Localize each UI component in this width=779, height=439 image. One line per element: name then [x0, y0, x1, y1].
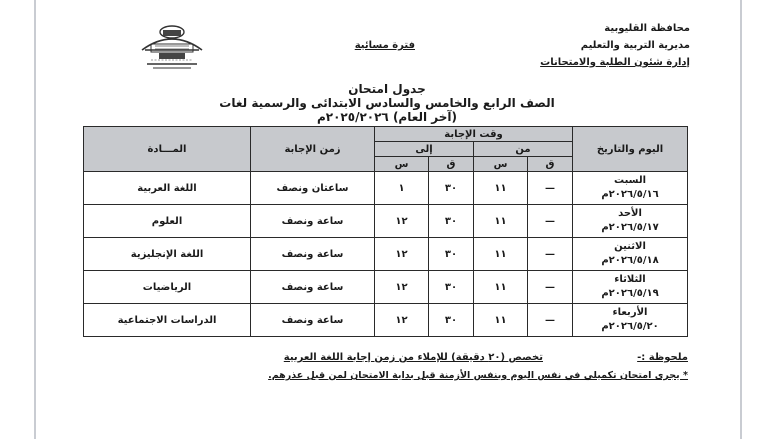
note-label: [637, 352, 688, 363]
ministry-seal-icon: [137, 20, 207, 72]
day-date-cell: [573, 172, 688, 205]
table-row: [84, 271, 688, 304]
header-from: من: [474, 142, 573, 157]
day-name: السبت: [613, 175, 647, 186]
subject-cell: اللغة الإنجليزية: [84, 238, 251, 271]
header-authority: [470, 20, 690, 71]
to-hour-cell: ١٢: [375, 238, 429, 271]
to-hour-cell: ١: [375, 172, 429, 205]
from-hour-cell: ١١: [474, 172, 528, 205]
exam-schedule-table: [83, 126, 688, 337]
title-line-2: الصف الرابع والخامس والسادس الابتدائى والرسمية لغات: [219, 96, 555, 110]
header-from-hour: س: [474, 157, 528, 172]
governorate-label: محافظة القليوبية: [604, 23, 690, 34]
exam-date: ٢٠٢٦/٥/١٦م: [601, 189, 659, 200]
subject-cell: الرياضيات: [84, 271, 251, 304]
to-hour-cell: ١٢: [375, 304, 429, 337]
day-date-cell: [573, 238, 688, 271]
period-label: فترة مسائية: [354, 40, 415, 51]
exam-date: ٢٠٢٦/٥/١٨م: [601, 255, 659, 266]
duration-cell: ساعتان ونصف: [251, 172, 375, 205]
subject-cell: اللغة العربية: [84, 172, 251, 205]
department-label: إدارة شئون الطلبة والامتحانات: [540, 57, 690, 68]
from-minute-cell: —: [528, 205, 573, 238]
to-hour-cell: ١٢: [375, 205, 429, 238]
duration-cell: ساعة ونصف: [251, 238, 375, 271]
day-date-cell: [573, 304, 688, 337]
header-answer-time: وقت الإجابة: [375, 127, 573, 142]
table-row: [84, 238, 688, 271]
to-minute-cell: ٣٠: [429, 238, 474, 271]
duration-cell: ساعة ونصف: [251, 304, 375, 337]
note-line-2: * يجرى امتحان تكميلي في نفس اليوم وبنفس الأزمنة قبل بداية الامتحان لمن قبل عذرهم.: [268, 370, 688, 381]
table-row: [84, 304, 688, 337]
duration-cell: ساعة ونصف: [251, 205, 375, 238]
day-date-cell: [573, 205, 688, 238]
right-frame-line: [740, 0, 742, 439]
day-name: الأربعاء: [612, 307, 648, 318]
table-row: [84, 205, 688, 238]
to-minute-cell: ٣٠: [429, 205, 474, 238]
to-minute-cell: ٣٠: [429, 271, 474, 304]
exam-date: ٢٠٢٦/٥/١٩م: [601, 288, 659, 299]
to-minute-cell: ٣٠: [429, 304, 474, 337]
header-to: إلى: [375, 142, 474, 157]
header-to-minute: ق: [429, 157, 474, 172]
from-hour-cell: ١١: [474, 271, 528, 304]
from-minute-cell: —: [528, 271, 573, 304]
day-name: الاثنين: [614, 241, 646, 252]
day-name: الأحد: [618, 208, 642, 219]
header-duration: زمن الإجابة: [251, 127, 375, 172]
directorate-label: مديرية التربية والتعليم: [580, 40, 690, 51]
from-minute-cell: —: [528, 238, 573, 271]
to-minute-cell: ٣٠: [429, 172, 474, 205]
from-minute-cell: —: [528, 172, 573, 205]
day-date-cell: [573, 271, 688, 304]
title-line-3: (آخر العام) ٢٠٢٥/٢٠٢٦م: [316, 110, 458, 124]
note-label-text: ملحوظة :-: [637, 352, 688, 363]
header-day-date: اليوم والتاريخ: [573, 127, 688, 172]
day-name: الثلاثاء: [614, 274, 646, 285]
exam-date: ٢٠٢٦/٥/٢٠م: [601, 321, 659, 332]
from-minute-cell: —: [528, 304, 573, 337]
table-row: [84, 172, 688, 205]
subject-cell: العلوم: [84, 205, 251, 238]
exam-schedule-sheet: [34, 0, 740, 439]
duration-cell: ساعة ونصف: [251, 271, 375, 304]
title-line-1: جدول امتحان: [348, 82, 426, 96]
note-line-1: تخصص (٢٠ دقيقة) للإملاء من زمن إجابة اللغة العربية: [283, 352, 543, 363]
from-hour-cell: ١١: [474, 205, 528, 238]
from-hour-cell: ١١: [474, 238, 528, 271]
subject-cell: الدراسات الاجتماعية: [84, 304, 251, 337]
header-to-hour: س: [375, 157, 429, 172]
from-hour-cell: ١١: [474, 304, 528, 337]
exam-date: ٢٠٢٦/٥/١٧م: [601, 222, 659, 233]
header-from-minute: ق: [528, 157, 573, 172]
header-subject: المـــادة: [84, 127, 251, 172]
to-hour-cell: ١٢: [375, 271, 429, 304]
schedule-titles: [34, 82, 740, 124]
